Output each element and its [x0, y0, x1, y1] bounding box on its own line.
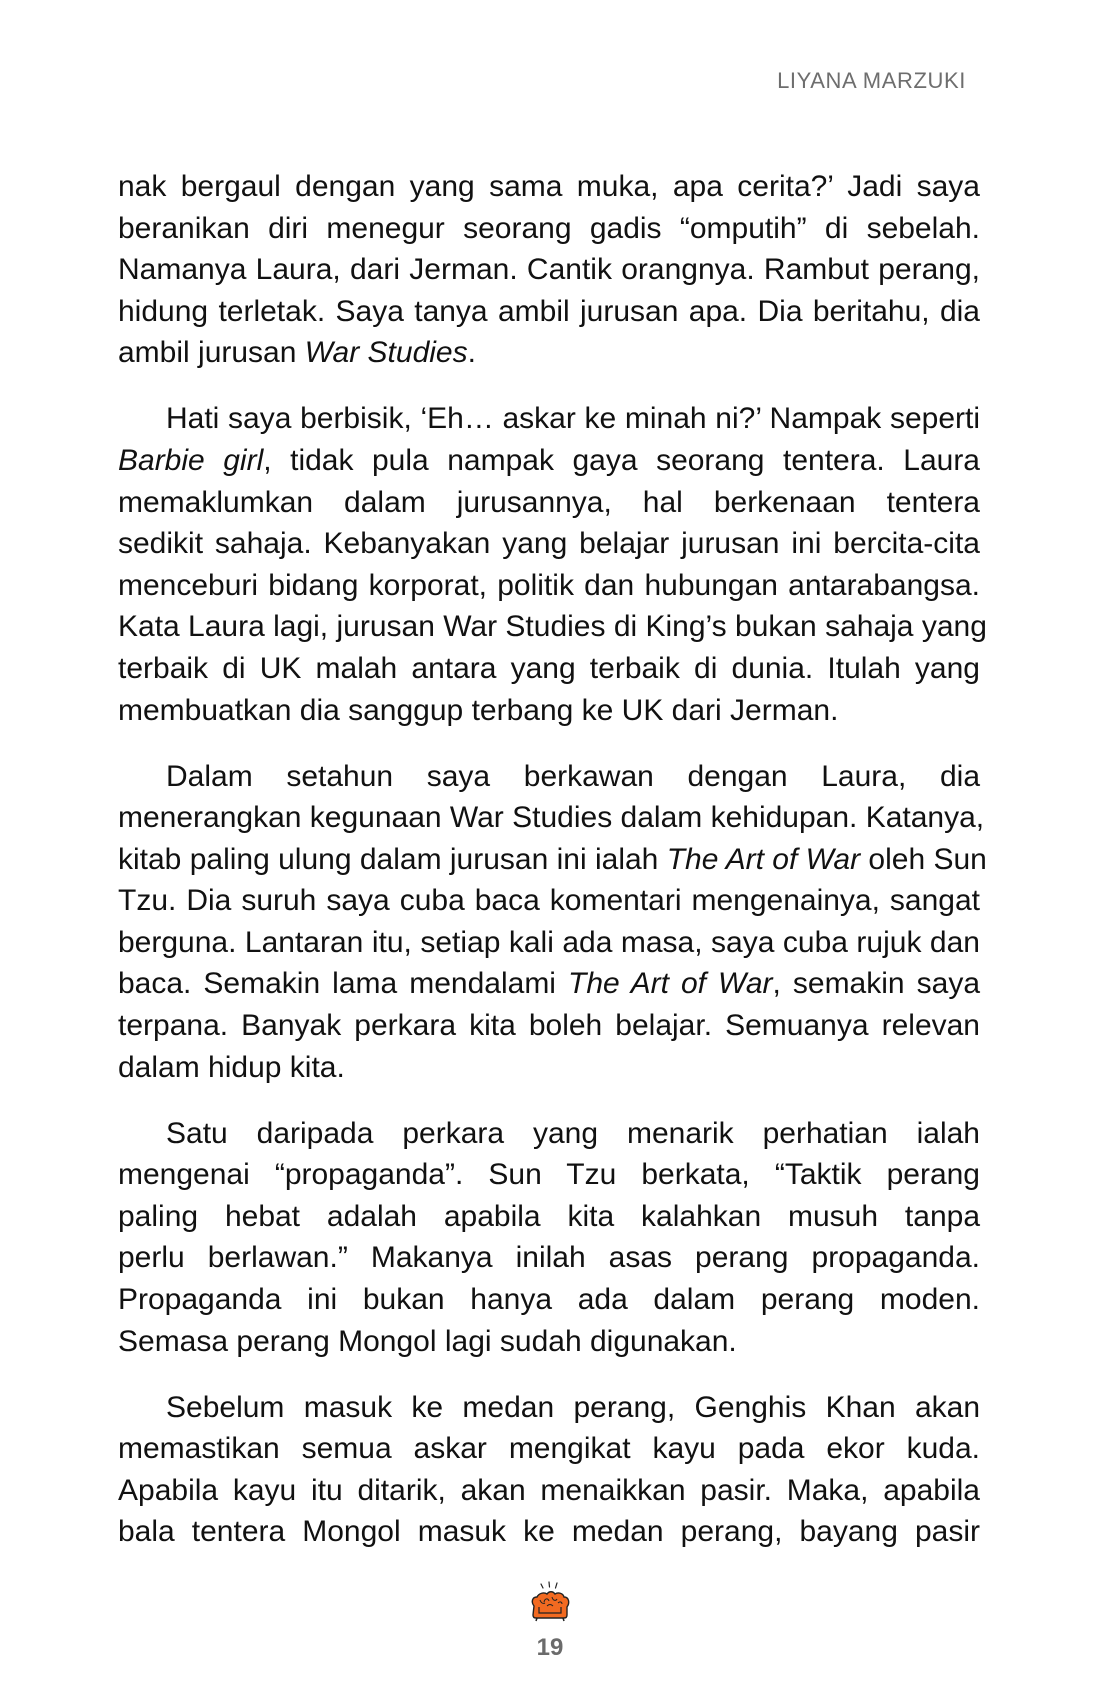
text-segment: Propaganda ini bukan hanya ada dalam perang moden. — [118, 1283, 980, 1317]
text-segment: , semakin saya — [772, 967, 980, 1001]
text-segment: hidung terletak. Saya tanya ambil jurusan apa. Dia beritahu, dia — [118, 294, 980, 328]
text-segment: Semasa perang Mongol lagi sudah digunakan. — [118, 1324, 737, 1358]
page-number: 19 — [536, 1634, 564, 1661]
text-segment: Satu daripada perkara yang menarik perhatian ialah — [166, 1116, 980, 1150]
text-line — [118, 1428, 980, 1470]
text-line — [118, 880, 980, 922]
text-line — [118, 1005, 980, 1047]
text-line — [118, 648, 980, 690]
text-segment: sedikit sahaja. Kebanyakan yang belajar jurusan ini bercita-cita — [118, 527, 980, 561]
text-line — [118, 839, 987, 881]
text-segment: memastikan semua askar mengikat kayu pada ekor kuda. — [118, 1432, 980, 1466]
text-line — [118, 398, 980, 440]
text-line — [118, 332, 980, 374]
text-segment: mengenai “propaganda”. Sun Tzu berkata, “Taktik perang — [118, 1158, 980, 1192]
italic-text: War Studies — [304, 336, 468, 370]
text-segment: paling hebat adalah apabila kita kalahkan musuh tanpa — [118, 1199, 980, 1233]
paragraph — [118, 1387, 980, 1553]
text-segment: menceburi bidang korporat, politik dan hubungan antarabangsa. — [118, 568, 980, 602]
text-segment: nak bergaul dengan yang sama muka, apa cerita?’ Jadi saya — [118, 170, 980, 203]
running-head-author: LIYANA MARZUKI — [777, 68, 966, 93]
text-line — [118, 1279, 980, 1321]
paragraph — [118, 1113, 980, 1363]
text-segment: berguna. Lantaran itu, setiap kali ada masa, saya cuba rujuk dan — [118, 925, 980, 959]
text-line — [118, 1113, 980, 1155]
text-line — [118, 756, 980, 798]
text-line — [118, 1047, 980, 1089]
text-segment: Apabila kayu itu ditarik, akan menaikkan pasir. Maka, apabila — [118, 1473, 980, 1507]
text-segment: terbaik di UK malah antara yang terbaik di dunia. Itulah yang — [118, 651, 980, 685]
italic-text: Barbie girl — [118, 443, 264, 477]
text-line — [118, 249, 980, 291]
text-segment: dalam hidup kita. — [118, 1050, 345, 1084]
italic-text: The Art of War — [666, 842, 861, 876]
text-segment: baca. Semakin lama mendalami — [118, 967, 569, 1001]
text-line — [118, 1470, 980, 1512]
text-line — [118, 440, 980, 482]
text-segment: memaklumkan dalam jurusannya, hal berkenaan tentera — [118, 485, 980, 519]
text-segment: membuatkan dia sanggup terbang ke UK dari Jerman. — [118, 693, 839, 727]
text-segment: Namanya Laura, dari Jerman. Cantik orangnya. Rambut perang, — [118, 253, 980, 287]
text-line — [118, 291, 980, 333]
text-line — [118, 1154, 980, 1196]
text-segment: Dalam setahun saya berkawan dengan Laura, dia — [166, 759, 980, 793]
text-line — [118, 482, 980, 524]
text-segment: ambil jurusan — [118, 336, 305, 370]
sofa-icon — [525, 1580, 575, 1630]
text-segment: kitab paling ulung dalam jurusan ini ialah — [118, 842, 667, 876]
text-line — [118, 1387, 980, 1429]
text-segment: bala tentera Mongol masuk ke medan perang, bayang pasir — [118, 1515, 980, 1549]
text-line — [118, 690, 980, 732]
text-line — [118, 922, 980, 964]
text-segment: beranikan diri menegur seorang gadis “omputih” di sebelah. — [118, 211, 980, 245]
text-line — [118, 606, 987, 648]
text-segment: menerangkan kegunaan War Studies dalam kehidupan. Katanya, — [118, 801, 985, 835]
text-segment: , tidak pula nampak gaya seorang tentera. Laura — [263, 443, 980, 477]
paragraph — [118, 398, 987, 731]
text-line — [118, 1321, 980, 1363]
text-segment: perlu berlawan.” Makanya inilah asas perang propaganda. — [118, 1241, 980, 1275]
text-line — [118, 1196, 980, 1238]
text-segment: Sebelum masuk ke medan perang, Genghis Khan akan — [166, 1390, 980, 1424]
paragraph — [118, 166, 980, 374]
text-line — [118, 523, 980, 565]
text-segment: Kata Laura lagi, jurusan War Studies di King’s bukan sahaja yang — [118, 610, 987, 644]
text-line — [118, 1237, 980, 1279]
text-line — [118, 208, 980, 250]
text-segment: Hati saya berbisik, ‘Eh… askar ke minah ni?’ Nampak seperti — [166, 402, 980, 436]
italic-text: The Art of War — [568, 967, 773, 1001]
text-segment: Tzu. Dia suruh saya cuba baca komentari mengenainya, sangat — [118, 884, 980, 918]
text-line — [118, 963, 980, 1005]
page-footer — [0, 1580, 1100, 1662]
text-line — [118, 797, 985, 839]
text-line — [118, 1511, 980, 1553]
paragraph — [118, 756, 987, 1089]
text-segment: oleh Sun — [860, 842, 987, 876]
text-segment: terpana. Banyak perkara kita boleh belajar. Semuanya relevan — [118, 1009, 980, 1043]
text-segment: . — [467, 336, 476, 370]
text-line — [118, 565, 980, 607]
body-text — [118, 166, 987, 1577]
text-line — [118, 166, 980, 208]
